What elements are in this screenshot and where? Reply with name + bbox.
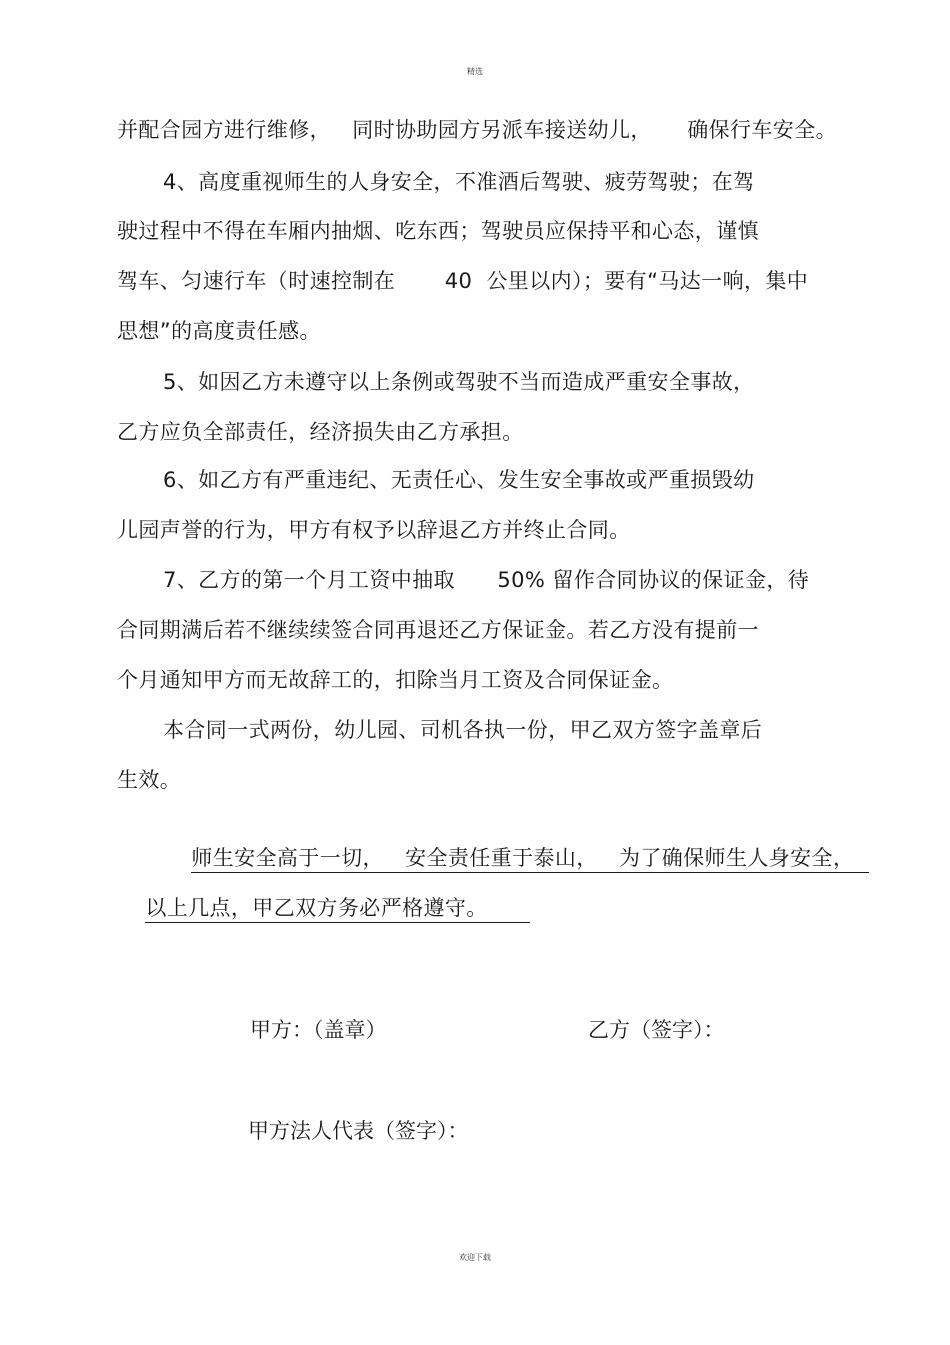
underlined-text: 以上几点，甲乙双方务必严格遵守。 [145,896,530,923]
body-line: 驾车、匀速行车（时速控制在 40 公里以内）；要有“马达一响，集中 [117,269,809,293]
body-line: 6、如乙方有严重违纪、无责任心、发生安全事故或严重损毁幼 [163,468,755,492]
body-line: 并配合园方进行维修， 同时协助园方另派车接送幼儿， 确保行车安全。 [117,118,837,142]
body-line: 个月通知甲方而无故辞工的，扣除当月工资及合同保证金。 [117,668,674,692]
body-line: 驶过程中不得在车厢内抽烟、吃东西；驾驶员应保持平和心态，谨慎 [117,219,759,243]
body-line: 7、乙方的第一个月工资中抽取 50% 留作合同协议的保证金，待 [163,568,810,592]
party-a-seal: 甲方：（盖章） [250,1018,387,1042]
body-line: 合同期满后若不继续续签合同再退还乙方保证金。若乙方没有提前一 [117,618,759,642]
page-header: 精选 [467,67,483,76]
body-line: 儿园声誉的行为，甲方有权予以辞退乙方并终止合同。 [117,518,631,542]
underlined-text: 师生安全高于一切， 安全责任重于泰山， 为了确保师生人身安全， [191,846,868,873]
body-line: 乙方应负全部责任，经济损失由乙方承担。 [117,420,524,444]
page-footer: 欢迎下载 [459,1253,491,1262]
underlined-line [117,866,530,950]
body-line: 本合同一式两份，幼儿园、司机各执一份，甲乙双方签字盖章后 [163,718,763,742]
body-line: 思想”的高度责任感。 [117,319,321,343]
body-line: 5、如因乙方未遵守以上条例或驾驶不当而造成严重安全事故， [163,370,755,394]
party-b-signature: 乙方（签字）： [588,1018,725,1042]
party-a-representative-signature: 甲方法人代表（签字）： [248,1119,469,1143]
body-line: 生效。 [117,768,182,792]
body-line: 4、高度重视师生的人身安全，不准酒后驾驶、疲劳驾驶；在驾 [163,170,755,194]
